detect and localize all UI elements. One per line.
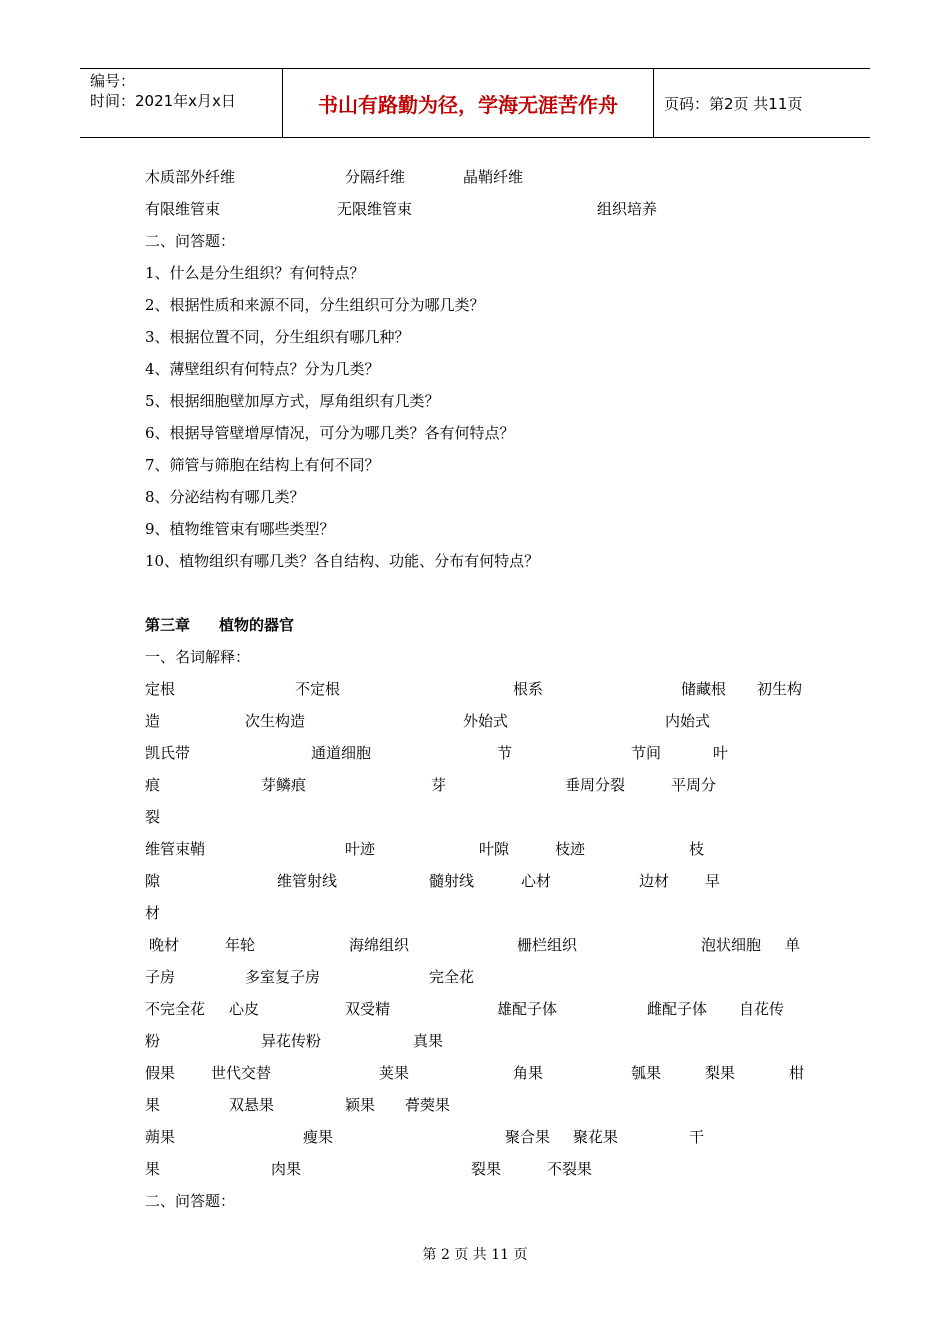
text-term: 节: [497, 744, 513, 762]
text-term: 角果: [513, 1064, 544, 1082]
page-header: [80, 68, 870, 138]
text-term: 叶隙: [479, 840, 510, 858]
text-term: 干: [689, 1128, 705, 1146]
text-term: 3、根据位置不同，分生组织有哪几种？: [145, 328, 410, 346]
text-term: 多室复子房: [245, 968, 321, 986]
text-term: 节间: [631, 744, 662, 762]
text-term: 无限维管束: [337, 200, 413, 218]
chapter-heading-part: 植物的器官: [219, 616, 295, 634]
text-term: 5、根据细胞壁加厚方式，厚角组织有几类？: [145, 392, 440, 410]
text-term: 9、植物维管束有哪些类型？: [145, 520, 335, 538]
text-term: 自花传: [739, 1000, 785, 1018]
text-term: 雌配子体: [647, 1000, 708, 1018]
chapter-heading-part: 第三章: [145, 616, 191, 634]
text-term: 初生构: [757, 680, 803, 698]
text-term: 瓠果: [631, 1064, 662, 1082]
text-term: 晶鞘纤维: [463, 168, 524, 186]
text-term: 柑: [789, 1064, 805, 1082]
header-motto: 书山有路勤为径，学海无涯苦作舟: [282, 69, 654, 137]
text-term: 有限维管束: [145, 200, 221, 218]
text-term: 6、根据导管壁增厚情况，可分为哪几类？各有何特点？: [145, 424, 515, 442]
text-term: 异花传粉: [261, 1032, 322, 1050]
text-term: 裂果: [471, 1160, 502, 1178]
text-term: 裂: [145, 808, 161, 826]
text-term: 次生构造: [245, 712, 306, 730]
page-footer: 第 2 页 共 11 页: [422, 1247, 528, 1263]
text-term: 叶迹: [345, 840, 376, 858]
text-term: 假果: [145, 1064, 176, 1082]
document-date-label: 时间：2021年x月x日: [90, 92, 236, 110]
text-term: 栅栏组织: [517, 936, 578, 954]
text-term: 组织培养: [597, 200, 658, 218]
text-term: 10、植物组织有哪几类？各自结构、功能、分布有何特点？: [145, 552, 540, 570]
text-term: 维管束鞘: [145, 840, 206, 858]
text-term: 分隔纤维: [345, 168, 406, 186]
text-term: 不裂果: [547, 1160, 593, 1178]
text-term: 根系: [513, 680, 544, 698]
text-term: 8、分泌结构有哪几类？: [145, 488, 305, 506]
text-term: 颖果: [345, 1096, 376, 1114]
text-term: 肉果: [271, 1160, 302, 1178]
text-term: 世代交替: [211, 1064, 272, 1082]
text-term: 二、问答题：: [145, 1192, 236, 1210]
text-term: 内始式: [665, 712, 711, 730]
text-term: 果: [145, 1096, 161, 1114]
text-term: 晚材: [149, 936, 180, 954]
text-term: 维管射线: [277, 872, 338, 890]
text-term: 通道细胞: [311, 744, 372, 762]
text-term: 果: [145, 1160, 161, 1178]
text-term: 蓇葖果: [405, 1096, 451, 1114]
text-term: 芽鳞痕: [261, 776, 307, 794]
text-term: 雄配子体: [497, 1000, 558, 1018]
text-term: 痕: [145, 776, 161, 794]
text-term: 枝迹: [555, 840, 586, 858]
text-term: 完全花: [429, 968, 475, 986]
text-term: 瘦果: [303, 1128, 334, 1146]
text-term: 凯氏带: [145, 744, 191, 762]
text-term: 4、薄壁组织有何特点？分为几类？: [145, 360, 380, 378]
text-term: 聚花果: [573, 1128, 619, 1146]
text-term: 一、名词解释：: [145, 648, 251, 666]
text-term: 外始式: [463, 712, 509, 730]
header-left-cell: [80, 69, 282, 137]
text-term: 不定根: [295, 680, 341, 698]
text-term: 1、什么是分生组织？有何特点？: [145, 264, 365, 282]
text-term: 真果: [413, 1032, 444, 1050]
text-term: 木质部外纤维: [145, 168, 236, 186]
text-term: 粉: [145, 1032, 161, 1050]
text-term: 造: [145, 712, 161, 730]
text-term: 年轮: [225, 936, 256, 954]
text-term: 2、根据性质和来源不同，分生组织可分为哪几类？: [145, 296, 485, 314]
text-term: 隙: [145, 872, 161, 890]
text-term: 枝: [689, 840, 705, 858]
text-term: 蒴果: [145, 1128, 176, 1146]
text-term: 垂周分裂: [565, 776, 626, 794]
text-term: 海绵组织: [349, 936, 410, 954]
text-term: 7、筛管与筛胞在结构上有何不同？: [145, 456, 380, 474]
document-number-label: 编号：: [90, 72, 136, 90]
text-term: 心皮: [229, 1000, 260, 1018]
text-term: 二、问答题：: [145, 232, 236, 250]
text-term: 荚果: [379, 1064, 410, 1082]
text-term: 子房: [145, 968, 176, 986]
text-term: 边材: [639, 872, 670, 890]
text-term: 早: [705, 872, 721, 890]
text-term: 髓射线: [429, 872, 475, 890]
text-term: 双悬果: [229, 1096, 275, 1114]
text-term: 心材: [521, 872, 552, 890]
text-term: 储藏根: [681, 680, 727, 698]
text-term: 梨果: [705, 1064, 736, 1082]
text-term: 平周分: [671, 776, 717, 794]
header-page-number: 页码：第2页 共11页: [664, 94, 803, 113]
text-term: 双受精: [345, 1000, 391, 1018]
text-term: 叶: [713, 744, 729, 762]
text-term: 芽: [431, 776, 447, 794]
text-term: 定根: [145, 680, 176, 698]
text-term: 泡状细胞: [701, 936, 762, 954]
text-term: 单: [785, 936, 801, 954]
text-term: 聚合果: [505, 1128, 551, 1146]
text-term: 不完全花: [145, 1000, 206, 1018]
text-term: 材: [145, 904, 161, 922]
